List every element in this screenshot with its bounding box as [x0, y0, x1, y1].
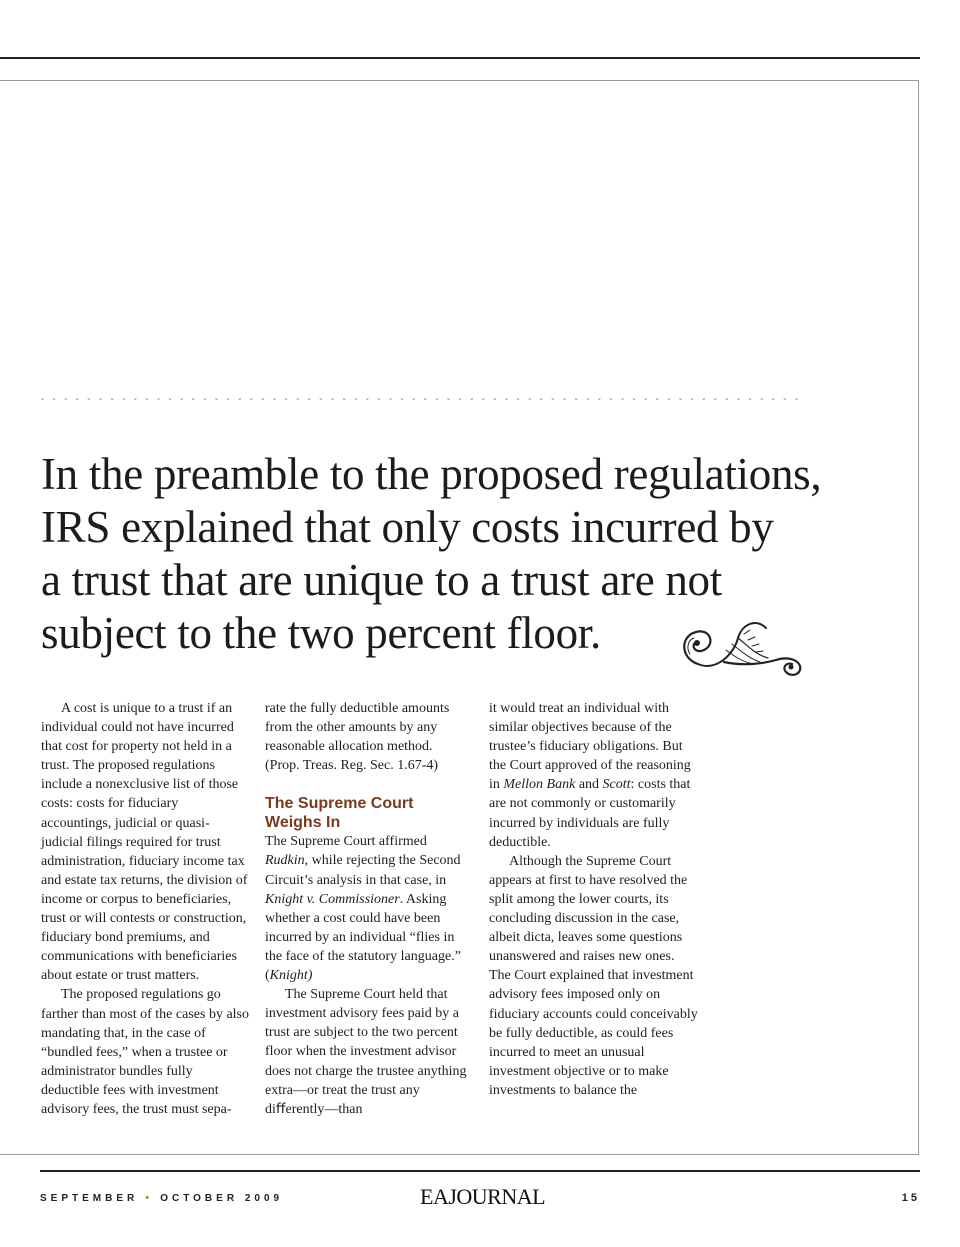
body-paragraph: The Supreme Court held that investment advisory fees paid by a trust are subject to the two percent floor when the investment advisor does not charge the trustee anything extra—or treat the trust any diﬀerently—than — [265, 987, 467, 1117]
page-number: 15 — [901, 1192, 920, 1204]
pull-quote-line: subject to the two percent floor. — [41, 608, 601, 658]
issue-date — [40, 1192, 283, 1204]
case-name: Rudkin — [265, 853, 305, 869]
pull-quote-line: IRS explained that only costs incurred by — [41, 502, 774, 552]
article-column-3 — [489, 699, 699, 1100]
case-name: Knight) — [269, 968, 313, 984]
section-subhead: The Supreme Court Weighs In — [265, 795, 414, 832]
body-paragraph: rate the fully deductible amounts from the other amounts by any reasonable allocation method. (Prop. Treas. Reg. Sec. 1.67-4) — [265, 701, 450, 774]
body-paragraph: A cost is unique to a trust if an individual could not have incurred that cost for property not held in a trust. The proposed regulations include a nonexclusive list of those costs: costs for fiduciary accountings, judicial or quasi-judicial filings required for trust administration, fiduciary income tax and estate tax returns, the division of income or corpus to beneficiaries, trust or will contests or construction, fiduciary bond premiums, and communications with beneficiaries about estate or trust matters. — [41, 701, 248, 984]
journal-logo: EAJOURNAL — [420, 1184, 546, 1209]
text-run: The Supreme Court affirmed — [265, 834, 427, 850]
issue-month-1: SEPTEMBER — [40, 1193, 139, 1204]
body-paragraph — [489, 699, 699, 852]
text-run: : costs that are not commonly or customarily incurred by individuals are fully deductible. — [489, 777, 691, 850]
text-run: and — [575, 777, 603, 793]
article-column-1 — [41, 699, 251, 1119]
text-run: , while rejecting the Second Circuit’s analysis in that case, in — [265, 853, 461, 888]
body-paragraph — [265, 832, 470, 985]
bottom-rule — [40, 1170, 920, 1172]
case-name: Knight v. Commissioner — [265, 891, 400, 907]
body-paragraph: Although the Supreme Court appears at first to have resolved the split among the lower courts, its concluding discussion in the case, albeit dicta, leaves some questions unanswered and raises new ones. The Court explained that investment advisory fees imposed only on fiduciary accounts could conceivably be fully deductible, as could fees incurred to meet an unusual investment objective or to make investments to balance the — [489, 853, 698, 1098]
page-footer — [40, 1184, 920, 1214]
scroll-flourish-icon — [676, 614, 808, 680]
chevron-divider-icon: ˇˇˇˇˇˇˇˇˇˇˇˇˇˇˇˇˇˇˇˇˇˇˇˇˇˇˇˇˇˇˇˇˇˇˇˇˇˇˇˇˇˇˇˇˇˇˇˇˇˇˇˇˇˇˇˇˇˇˇˇˇˇˇˇˇˇ — [40, 398, 806, 409]
issue-month-2: OCTOBER 2009 — [160, 1193, 284, 1204]
pull-quote-line: In the preamble to the proposed regulations, — [41, 449, 822, 499]
article-column-2 — [265, 699, 470, 1119]
separator-dot: • — [145, 1192, 154, 1204]
pull-quote-line: a trust that are unique to a trust are not — [41, 555, 722, 605]
top-rule — [0, 57, 920, 59]
body-paragraph: The proposed regulations go farther than most of the cases by also mandating that, in the case of “bundled fees,” when a trustee or administrator bundles fully deductible fees with investment advisory fees, the trust must sepa- — [41, 987, 249, 1117]
case-name: Mellon Bank — [503, 777, 576, 793]
case-name: Scott — [602, 777, 631, 793]
text-run: it would treat an individual with similar objectives because of the trustee’s fiduciary obligations. But the Court approved of the reasoning in — [489, 701, 691, 793]
text-run: . Asking whether a cost could have been incurred by an individual “flies in the face of the statutory language.” ( — [265, 891, 461, 984]
